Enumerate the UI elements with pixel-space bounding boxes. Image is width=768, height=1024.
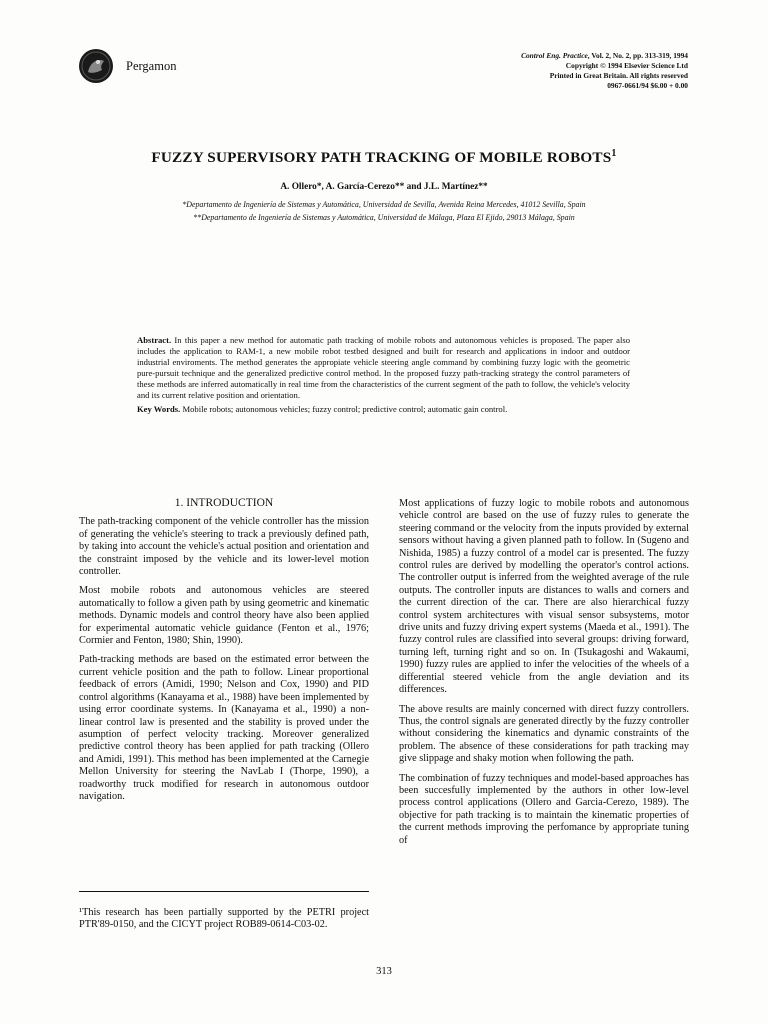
publisher-logo-icon	[78, 48, 114, 84]
affiliation-2: **Departamento de Ingeniería de Sistemas y Automática, Universidad de Málaga, Plaza El Ejido, 29013 Málaga, Spain	[193, 213, 575, 222]
paper-title-text: FUZZY SUPERVISORY PATH TRACKING OF MOBILE ROBOTS	[151, 149, 612, 167]
body-paragraph: Path-tracking methods are based on the estimated error between the current vehicle position and the path to follow. Linear proportional feedback of errors (Amidi, 1990; Nelson and Cox, 1990) and PID control algorithms (Kanayama et al., 1988) have been implemented by using error coordinate systems. In (Kanayama et al., 1990) a non-linear control law is presented and the stability is proved under the asumption of perfect velocity tracking. Moreover generalized predictive control theory has been applied for path tracking (Ollero and Amidi, 1991). This method has been implemented at the Carnegie Mellon University for steering the NavLab I (Thorpe, 1990), a roadworthy truck modified for research in autonomous outdoor navigation.	[79, 654, 369, 802]
abstract-block	[137, 335, 630, 419]
abstract-label: Abstract.	[137, 335, 172, 345]
body-paragraph: The above results are mainly concerned with direct fuzzy controllers. Thus, the control signals are generated directly by the fuzzy controller without considering the kinematics and dynamic constraints of the problem. The absence of these considerations for path tracking may give slippage and shaky motion when following the path.	[399, 703, 689, 765]
paper-title	[0, 148, 768, 167]
journal-citation	[521, 51, 688, 61]
keywords-text: Mobile robots; autonomous vehicles; fuzzy control; predictive control; automatic gain control.	[182, 404, 508, 415]
journal-volume: , Vol. 2, No. 2, pp. 313-319, 1994	[587, 51, 688, 60]
right-column	[399, 498, 689, 854]
printed-line: Printed in Great Britain. All rights reserved	[549, 71, 688, 80]
footnote-divider	[79, 891, 369, 892]
left-column	[79, 497, 369, 810]
body-paragraph: Most mobile robots and autonomous vehicles are steered automatically to follow a given path by using geometric and kinematic methods. Dynamic models and control theory have also been applied for experimental automatic vehicle guidance (Fenton et al., 1976; Cormier and Fenton, 1980; Shin, 1990).	[79, 585, 369, 647]
section-heading-introduction: 1. INTRODUCTION	[174, 497, 274, 509]
abstract-text: In this paper a new method for automatic path tracking of mobile robots and autonomous vehicles is proposed. The paper also includes the application to RAM-1, a new mobile robot testbed designed and built for research and applications in indoor and outdoor industrial enviroments. The method generates the appropiate vehicle steering angle command by combining fuzzy logic with the geometric pure-pursuit technique and the generalized predictive control method. In the proposed fuzzy path-tracking strategy the control parameters of these methods are inferred automatically in real time from the characteristics of the current segment of the path to follow, the vehicle's velocity and its current relative position and orientation.	[137, 335, 630, 400]
title-footnote-mark: 1	[611, 148, 617, 159]
issn-line: 0967-0661/94 $6.00 + 0.00	[607, 81, 688, 90]
footnote: ¹This research has been partially supported by the PETRI project PTR'89-0150, and the CICYT project ROB89-0614-C03-02.	[79, 907, 369, 931]
abstract-paragraph	[137, 335, 630, 400]
copyright-line: Copyright © 1994 Elsevier Science Ltd	[565, 61, 688, 70]
keywords-paragraph	[137, 404, 630, 415]
keywords-label: Key Words.	[137, 404, 181, 415]
affiliation-1: *Departamento de Ingeniería de Sistemas y Automática, Universidad de Sevilla, Avenida Reina Mercedes, 41012 Sevilla, Spain	[182, 200, 586, 209]
body-paragraph: Most applications of fuzzy logic to mobile robots and autonomous vehicle control are based on the use of fuzzy rules to generate the steering command or the velocity from the inputs provided by external sensors without having a given planned path to follow. In (Sugeno and Nishida, 1985) a fuzzy control of a model car is presented. The fuzzy control rules are derived by modelling the operator's control actions. The controller output is inferred from the weighted average of the rule outputs. The controller inputs are distances to walls and corners and the current direction of the car. There are also hierarchical fuzzy control system architectures with visual sensor subsystems, motor drive units and fuzzy driving expert systems (Maeda et al., 1991). The fuzzy control rules are classified into several groups: driving forward, turning left, turning right and so on. In (Tsukagoshi and Wakaumi, 1990) fuzzy rules are applied to infer the velocities of the wheels of a differential steered vehicle from the angle deviation and its differences.	[399, 498, 689, 696]
paper-authors: A. Ollero*, A. García-Cerezo** and J.L. Martínez**	[280, 182, 488, 192]
publisher-name: Pergamon	[126, 59, 177, 73]
body-paragraph: The path-tracking component of the vehicle controller has the mission of generating the vehicle's steering to track a previously defined path, by taking into account the vehicle's actual position and orientation and the constraint imposed by the vehicle and its lower-level motion controller.	[79, 516, 369, 578]
body-paragraph: The combination of fuzzy techniques and model-based approaches has been succesfully implemented by the authors in other low-level process control applications (Ollero and Garcia-Cerezo, 1989). The objective for path tracking is to maintain the kinematic properties of the current methods improving the perfomance by appropriate tuning of	[399, 772, 689, 846]
page-number: 313	[376, 966, 392, 977]
journal-name: Control Eng. Practice	[521, 51, 588, 60]
journal-info	[521, 51, 688, 91]
